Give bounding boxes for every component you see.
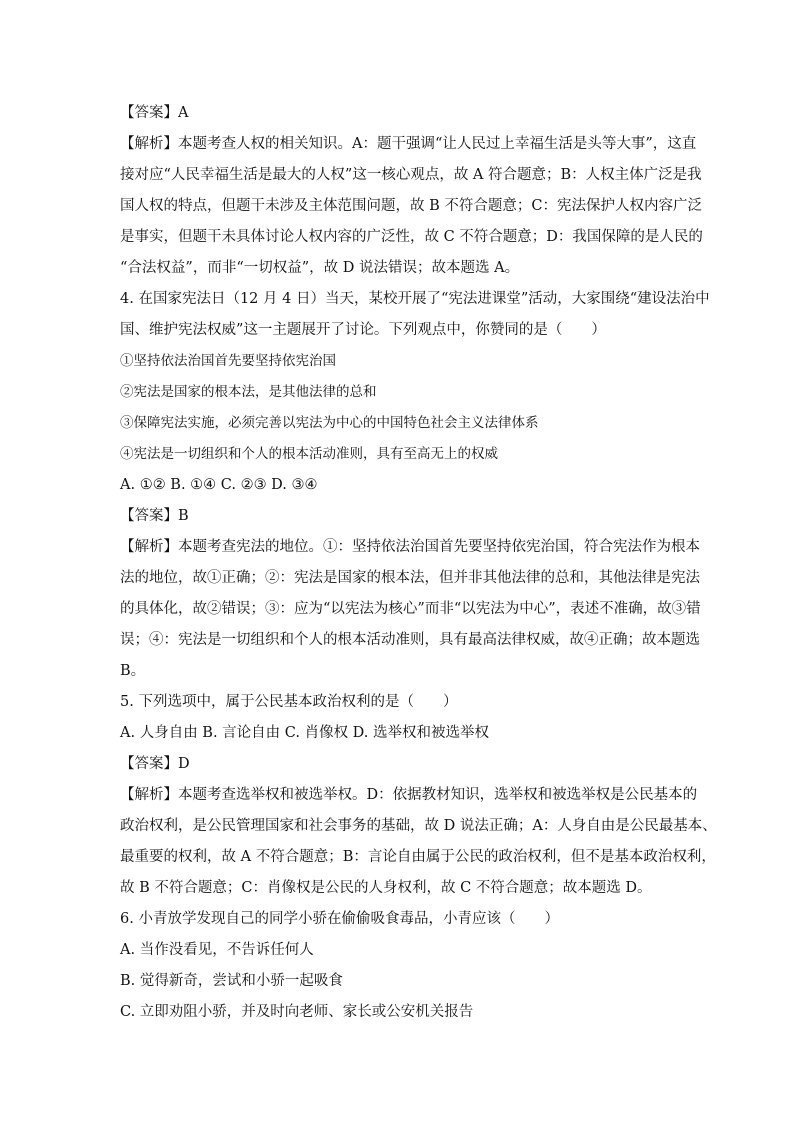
- q4-analysis-line-3: 的具体化，故②错误；③：应为“以宪法为核心”而非“以宪法为中心”，表述不准确，故③错: [120, 601, 701, 617]
- q4-stem-line-2: 国、维护宪法权威”这一主题展开了讨论。下列观点中，你赞同的是（ ）: [120, 322, 606, 338]
- q5-analysis-line-2: 政治权利，是公民管理国家和社会事务的基础，故 D 说法正确；A：人身自由是公民最基本、: [120, 818, 717, 834]
- q6-option-a: A. 当作没看见，不告诉任何人: [120, 942, 314, 958]
- q4-item-4: ④宪法是一切组织和个人的根本活动准则，具有至高无上的权威: [120, 446, 498, 462]
- q6-option-b: B. 觉得新奇，尝试和小骄一起吸食: [120, 973, 343, 989]
- q6-stem: 6. 小青放学发现自己的同学小骄在偷偷吸食毒品，小青应该（ ）: [120, 911, 559, 927]
- q3-analysis-line-4: 是事实，但题干未具体讨论人权内容的广泛性，故 C 不符合题意；D：我国保障的是人民的: [120, 229, 703, 245]
- q4-item-2: ②宪法是国家的根本法，是其他法律的总和: [120, 384, 377, 400]
- q4-answer: 【答案】B: [120, 508, 189, 524]
- q5-analysis-line-1: 【解析】本题考查选举权和被选举权。D：依据教材知识，选举权和被选举权是公民基本的: [120, 787, 698, 803]
- q5-answer: 【答案】D: [120, 756, 190, 772]
- q3-answer: 【答案】A: [120, 105, 189, 121]
- q4-item-1: ①坚持依法治国首先要坚持依宪治国: [120, 353, 336, 369]
- q4-analysis-line-4: 误；④：宪法是一切组织和个人的根本活动准则，具有最高法律权威，故④正确；故本题选: [120, 632, 700, 648]
- q5-analysis-line-4: 故 B 不符合题意；C：肖像权是公民的人身权利，故 C 不符合题意；故本题选 D。: [120, 880, 652, 896]
- q4-item-3: ③保障宪法实施，必须完善以宪法为中心的中国特色社会主义法律体系: [120, 415, 539, 431]
- q3-analysis-line-3: 国人权的特点，但题干未涉及主体范围问题，故 B 不符合题意；C：宪法保护人权内容广泛: [120, 198, 702, 214]
- q5-stem: 5. 下列选项中，属于公民基本政治权利的是（ ）: [120, 694, 458, 710]
- q4-analysis-line-1: 【解析】本题考查宪法的地位。①：坚持依法治国首先要坚持依宪治国，符合宪法作为根本: [120, 539, 700, 555]
- q4-options: A. ①② B. ①④ C. ②③ D. ③④: [120, 477, 318, 493]
- q3-analysis-line-5: “合法权益”，而非“一切权益”，故 D 说法错误；故本题选 A。: [120, 260, 520, 276]
- q5-options: A. 人身自由 B. 言论自由 C. 肖像权 D. 选举权和被选举权: [120, 725, 490, 741]
- q4-analysis-line-5: B。: [120, 663, 146, 679]
- q4-analysis-line-2: 法的地位，故①正确；②：宪法是国家的根本法，但并非其他法律的总和，其他法律是宪法: [120, 570, 700, 586]
- q6-option-c: C. 立即劝阻小骄，并及时向老师、家长或公安机关报告: [120, 1004, 474, 1020]
- q4-stem-line-1: 4. 在国家宪法日（12 月 4 日）当天，某校开展了“宪法进课堂”活动，大家围绕“建设法治中: [120, 291, 710, 307]
- q3-analysis-line-2: 接对应“人民幸福生活是最大的人权”这一核心观点，故 A 符合题意；B：人权主体广泛是我: [120, 167, 702, 183]
- q5-analysis-line-3: 最重要的权利，故 A 不符合题意；B：言论自由属于公民的政治权利，但不是基本政治权利，: [120, 849, 716, 865]
- q3-analysis-line-1: 【解析】本题考查人权的相关知识。A：题干强调“让人民过上幸福生活是头等大事”，这直: [120, 136, 697, 152]
